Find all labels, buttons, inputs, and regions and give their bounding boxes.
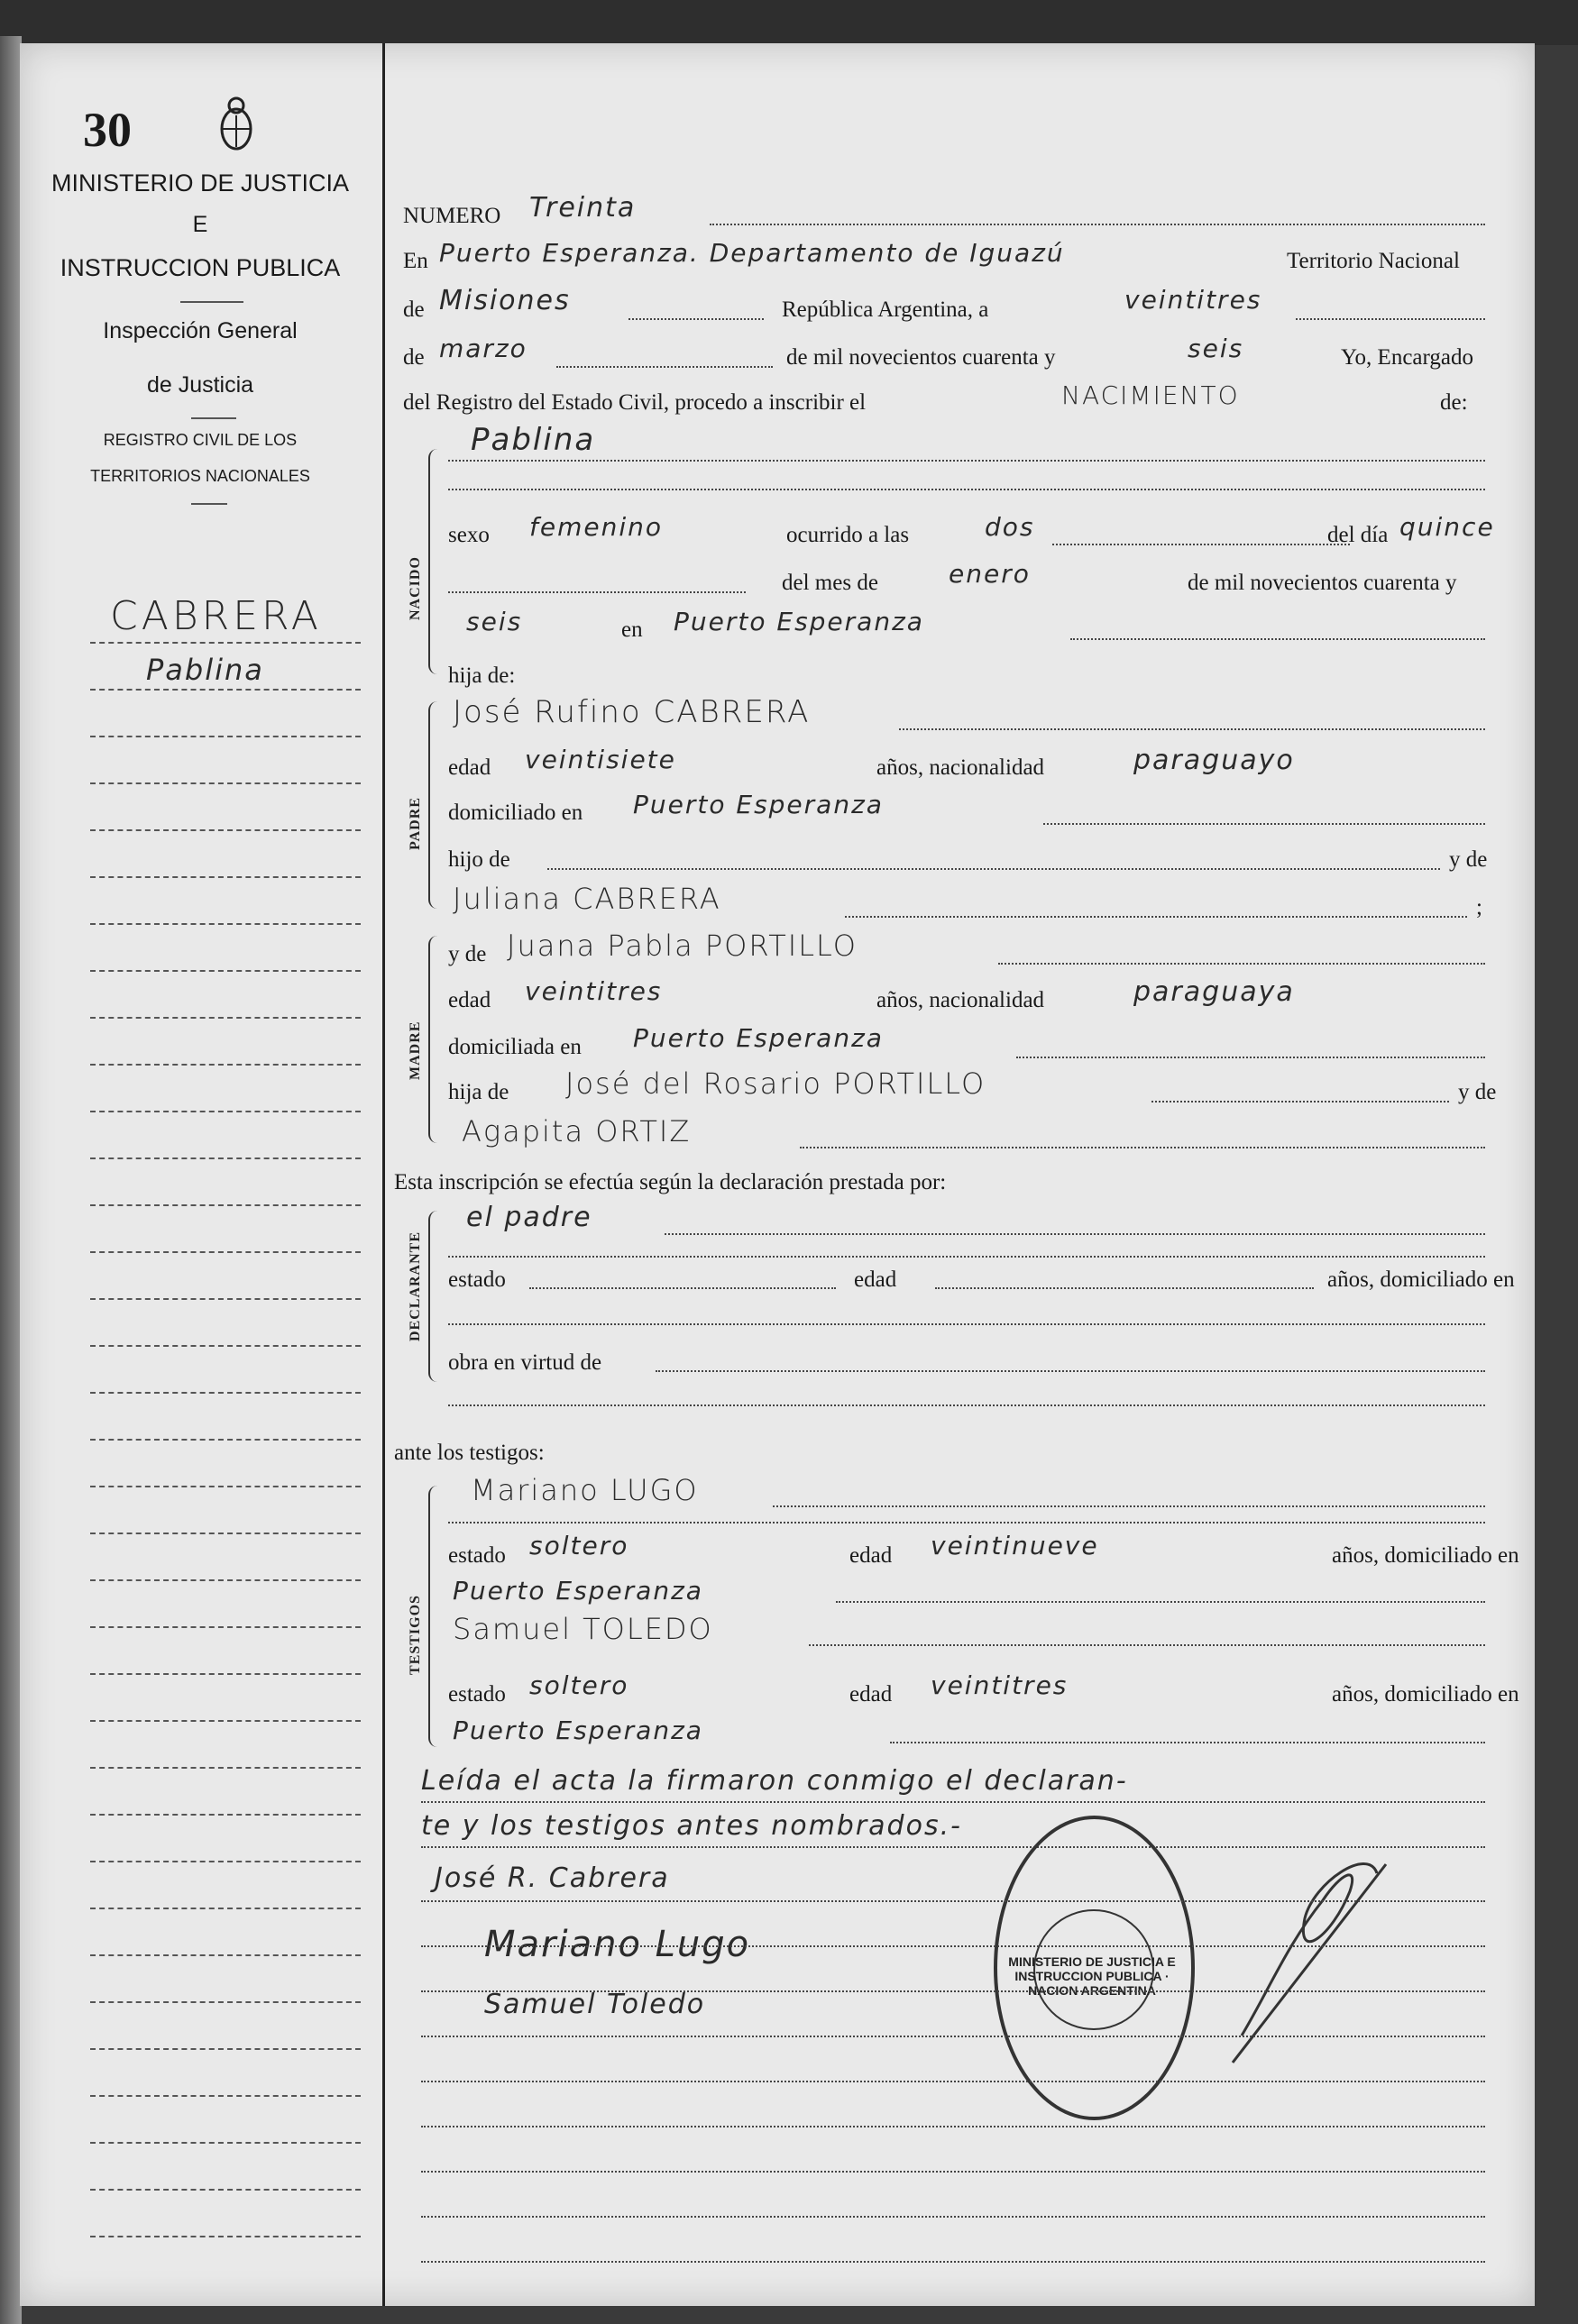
republica-label: República Argentina, a	[782, 297, 989, 322]
stub-divider-3	[191, 503, 227, 505]
w1-edad-label: edad	[849, 1543, 893, 1568]
madre-domicilio-label: domiciliada en	[448, 1035, 582, 1059]
hija-de-label: hija de:	[448, 663, 516, 688]
stamp-text: MINISTERIO DE JUSTICIA E INSTRUCCION PUBLICA · NACION ARGENTINA	[1008, 1954, 1176, 1998]
book-spine-edge	[0, 36, 22, 2324]
registry-line-2: TERRITORIOS NACIONALES	[90, 467, 310, 485]
numero-value: Treinta	[529, 192, 637, 224]
madre-nacionalidad-label: años, nacionalidad	[876, 988, 1045, 1012]
w2-edad: veintitres	[931, 1670, 1069, 1700]
month-value: marzo	[439, 334, 528, 363]
page-top-shadow	[0, 0, 1578, 45]
testigos-brace	[428, 1486, 439, 1747]
w1-estado-label: estado	[448, 1543, 506, 1568]
padre-side-label: PADRE	[408, 797, 423, 850]
inspection-line-1: Inspección General	[103, 318, 298, 343]
en-value: Puerto Esperanza. Departamento de Iguazú	[439, 238, 1065, 268]
year-value: seis	[1188, 334, 1244, 363]
w1-dom: Puerto Esperanza	[453, 1576, 703, 1606]
ministry-line-2: E	[192, 212, 208, 237]
ministry-line-3: INSTRUCCION PUBLICA	[60, 254, 341, 281]
year-born-label: de mil novecientos cuarenta y	[1188, 571, 1457, 595]
w2-name: Samuel TOLEDO	[453, 1612, 713, 1646]
declarante-intro: Esta inscripción se efectúa según la declaración prestada por:	[394, 1170, 947, 1194]
padre-brace	[428, 701, 439, 909]
place-born-value: Puerto Esperanza	[674, 607, 924, 636]
register-page	[20, 43, 1535, 2306]
mes-label: del mes de	[782, 571, 878, 595]
w1-name: Mariano LUGO	[471, 1473, 699, 1507]
month-born-value: enero	[949, 559, 1031, 589]
coat-of-arms-icon	[214, 93, 259, 156]
w2-edad-label: edad	[849, 1682, 893, 1706]
testigos-side-label: TESTIGOS	[408, 1595, 423, 1675]
signature-declarant: José R. Cabrera	[435, 1862, 670, 1894]
province-value: Misiones	[439, 285, 571, 316]
del-dia-label: del día	[1327, 523, 1389, 547]
en-born-label: en	[621, 618, 643, 642]
day-value: veintitres	[1124, 285, 1262, 315]
signature-witness-1: Mariano Lugo	[484, 1924, 751, 1965]
padre-edad-label: edad	[448, 755, 491, 780]
stub-line	[90, 642, 361, 644]
declarante-edad-label: edad	[854, 1267, 897, 1292]
madre-side-label: MADRE	[408, 1020, 423, 1080]
testigos-intro: ante los testigos:	[394, 1441, 545, 1465]
en-label: En	[403, 249, 428, 273]
w2-estado-label: estado	[448, 1682, 506, 1706]
madre-mother-name: Agapita ORTIZ	[462, 1114, 692, 1148]
de-label: de	[403, 297, 425, 322]
de-colon: de:	[1440, 390, 1468, 415]
margin-stub	[20, 43, 385, 2306]
year-born-value: seis	[466, 607, 523, 636]
ministry-line-1: MINISTERIO DE JUSTICIA	[50, 169, 350, 197]
encargado-label: Yo, Encargado	[1341, 345, 1473, 370]
padre-y-de-label: y de	[1449, 847, 1488, 872]
page-number: 30	[83, 103, 132, 157]
year-label: de mil novecientos cuarenta y	[786, 345, 1056, 370]
w1-edad: veintinueve	[931, 1531, 1099, 1560]
hour-value: dos	[985, 512, 1035, 542]
w1-estado: soltero	[529, 1531, 629, 1560]
day-born-value: quince	[1399, 512, 1495, 542]
padre-domicilio-value: Puerto Esperanza	[633, 790, 884, 819]
stub-surname: CABRERA	[110, 593, 322, 639]
madre-edad-label: edad	[448, 988, 491, 1012]
padre-semicolon: ;	[1476, 895, 1482, 920]
registry-line-1: REGISTRO CIVIL DE LOS	[103, 431, 298, 449]
declarante-name: el padre	[466, 1202, 592, 1233]
stub-divider-1	[180, 301, 243, 303]
padre-edad-value: veintisiete	[525, 745, 676, 774]
w1-dom-label: años, domiciliado en	[1332, 1543, 1519, 1568]
sexo-value: femenino	[529, 512, 663, 542]
declarante-side-label: DECLARANTE	[408, 1231, 423, 1341]
act-type: NACIMIENTO	[1061, 380, 1240, 410]
signature-witness-2: Samuel Toledo	[484, 1989, 706, 2020]
madre-nacionalidad-value: paraguaya	[1133, 976, 1295, 1008]
stub-given-name: Pablina	[146, 653, 264, 687]
madre-y-de-label: y de	[448, 942, 487, 966]
madre-y-de-label-2: y de	[1458, 1080, 1497, 1104]
nacido-side-label: NACIDO	[408, 556, 423, 620]
sexo-label: sexo	[448, 523, 490, 547]
padre-name: José Rufino CABRERA	[453, 694, 811, 730]
official-stamp	[994, 1816, 1195, 2120]
madre-hija-label: hija de	[448, 1080, 509, 1104]
main-form	[385, 43, 1535, 2306]
padre-hijo-label: hijo de	[448, 847, 510, 872]
madre-domicilio-value: Puerto Esperanza	[633, 1023, 884, 1053]
padre-domicilio-label: domiciliado en	[448, 801, 583, 825]
closing-line-1: Leída el acta la firmaron conmigo el declaran-	[421, 1765, 1128, 1797]
declarante-brace	[428, 1211, 439, 1382]
w2-estado: soltero	[529, 1670, 629, 1700]
numero-label: NUMERO	[403, 204, 501, 228]
ocurrido-label: ocurrido a las	[786, 523, 910, 547]
inspection-line-2: de Justicia	[146, 372, 254, 398]
w2-dom: Puerto Esperanza	[453, 1716, 703, 1745]
madre-brace	[428, 936, 439, 1143]
madre-edad-value: veintitres	[525, 976, 663, 1006]
madre-name: Juana Pabla PORTILLO	[507, 929, 858, 963]
declarante-obra-label: obra en virtud de	[448, 1350, 602, 1375]
padre-nacionalidad-value: paraguayo	[1133, 745, 1295, 776]
w2-dom-label: años, domiciliado en	[1332, 1682, 1519, 1706]
nacido-name: Pablina	[471, 422, 596, 458]
de-label-2: de	[403, 345, 425, 370]
nacido-brace	[428, 449, 439, 674]
madre-father-name: José del Rosario PORTILLO	[565, 1066, 986, 1101]
declarante-estado-label: estado	[448, 1267, 506, 1292]
territorio-label: Territorio Nacional	[1287, 249, 1460, 273]
registro-label: del Registro del Estado Civil, procedo a inscribir el	[403, 390, 867, 415]
padre-mother-name: Juliana CABRERA	[453, 882, 721, 916]
closing-line-2: te y los testigos antes nombrados.-	[421, 1810, 962, 1842]
padre-nacionalidad-label: años, nacionalidad	[876, 755, 1045, 780]
declarante-domicilio-label: años, domiciliado en	[1327, 1267, 1515, 1292]
stub-divider-2	[191, 417, 236, 419]
